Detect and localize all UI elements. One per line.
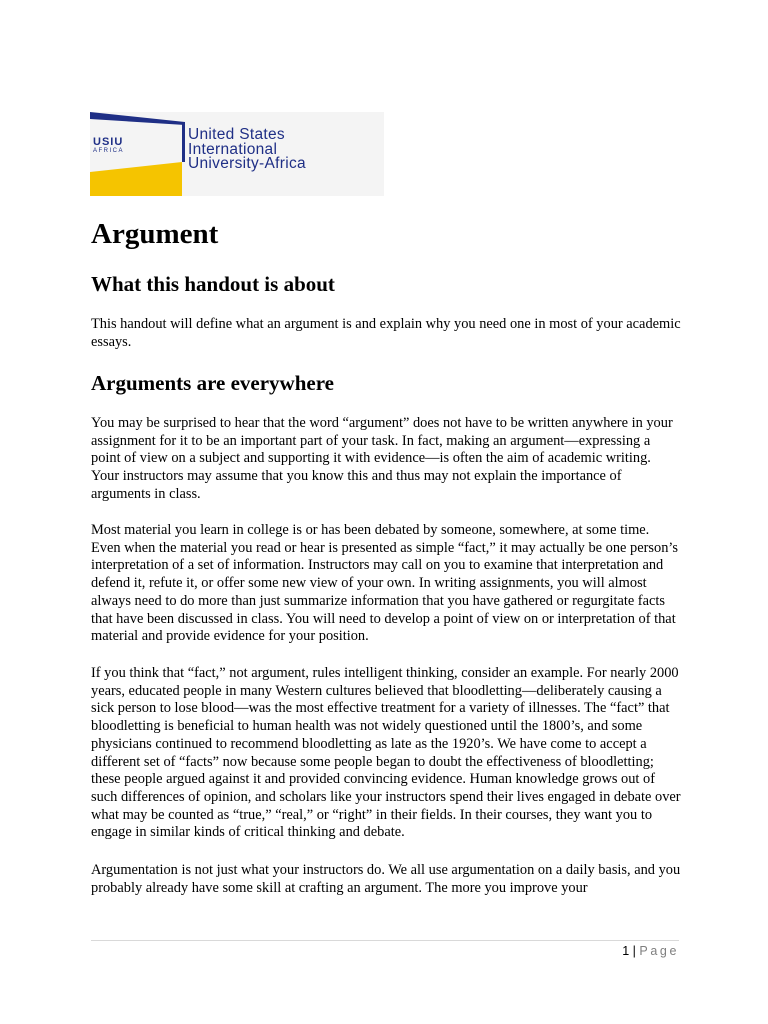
footer-separator: |	[632, 944, 636, 958]
section-heading: Arguments are everywhere	[91, 371, 334, 395]
page-footer	[622, 943, 679, 959]
paragraph: Argumentation is not just what your instructors do. We all use argumentation on a daily basis, and you probably already have some skill at crafting an argument. The more you improve your	[91, 862, 681, 896]
logo-name-line: International	[188, 140, 278, 158]
logo-name-line: University-Africa	[188, 155, 306, 172]
university-logo	[90, 112, 384, 196]
page-number: 1	[622, 944, 630, 958]
logo-university-name	[188, 128, 306, 172]
footer-divider	[91, 940, 679, 941]
logo-name-line: United States	[188, 126, 285, 143]
document-title: Argument	[91, 218, 219, 250]
paragraph: You may be surprised to hear that the word “argument” does not have to be written anywhere in your assignment for it to be an important part of your task. In fact, making an argument—expressing a point of view on a subject and supporting it with evidence—is often the aim of academic writing. Your instructors may assume that you know this and thus may not explain the importance of arguments in class.	[91, 415, 673, 502]
page-label: Page	[639, 944, 679, 958]
paragraph: Most material you learn in college is or has been debated by someone, somewhere, at some time. Even when the material you read or hear is presented as simple “fact,” it may actually be one person’s interpretation of a set of information. Instructors may call on you to examine that interpretation and defend it, refute it, or offer some new view of your own. In writing assignments, you will almost always need to do more than just summarize information that you have gathered or regurgitate facts that have been discussed in class. You will need to develop a point of view on or interpretation of that material and provide evidence for your position.	[91, 522, 678, 645]
logo-subtitle: AFRICA	[93, 148, 125, 154]
logo-abbreviation: USIU	[93, 136, 124, 148]
section-heading: What this handout is about	[91, 272, 335, 296]
paragraph: This handout will define what an argument is and explain why you need one in most of your academic essays.	[91, 316, 681, 350]
paragraph: If you think that “fact,” not argument, rules intelligent thinking, consider an example. For nearly 2000 years, educated people in many Western cultures believed that bloodletting—deliberately causing a sick person to lose blood—was the most effective treatment for a variety of illnesses. The “fact” that bloodletting is beneficial to human health was not widely questioned until the 1800’s, and some physicians continued to recommend bloodletting as late as the 1920’s. We have come to accept a different set of “facts” now because some people began to doubt the effectiveness of bloodletting; these people argued against it and provided convincing evidence. Human knowledge grows out of such differences of opinion, and scholars like your instructors spend their lives engaged in debate over what may be counted as “true,” “real,” or “right” in their fields. In their courses, they want you to engage in similar kinds of critical thinking and debate.	[91, 665, 681, 841]
